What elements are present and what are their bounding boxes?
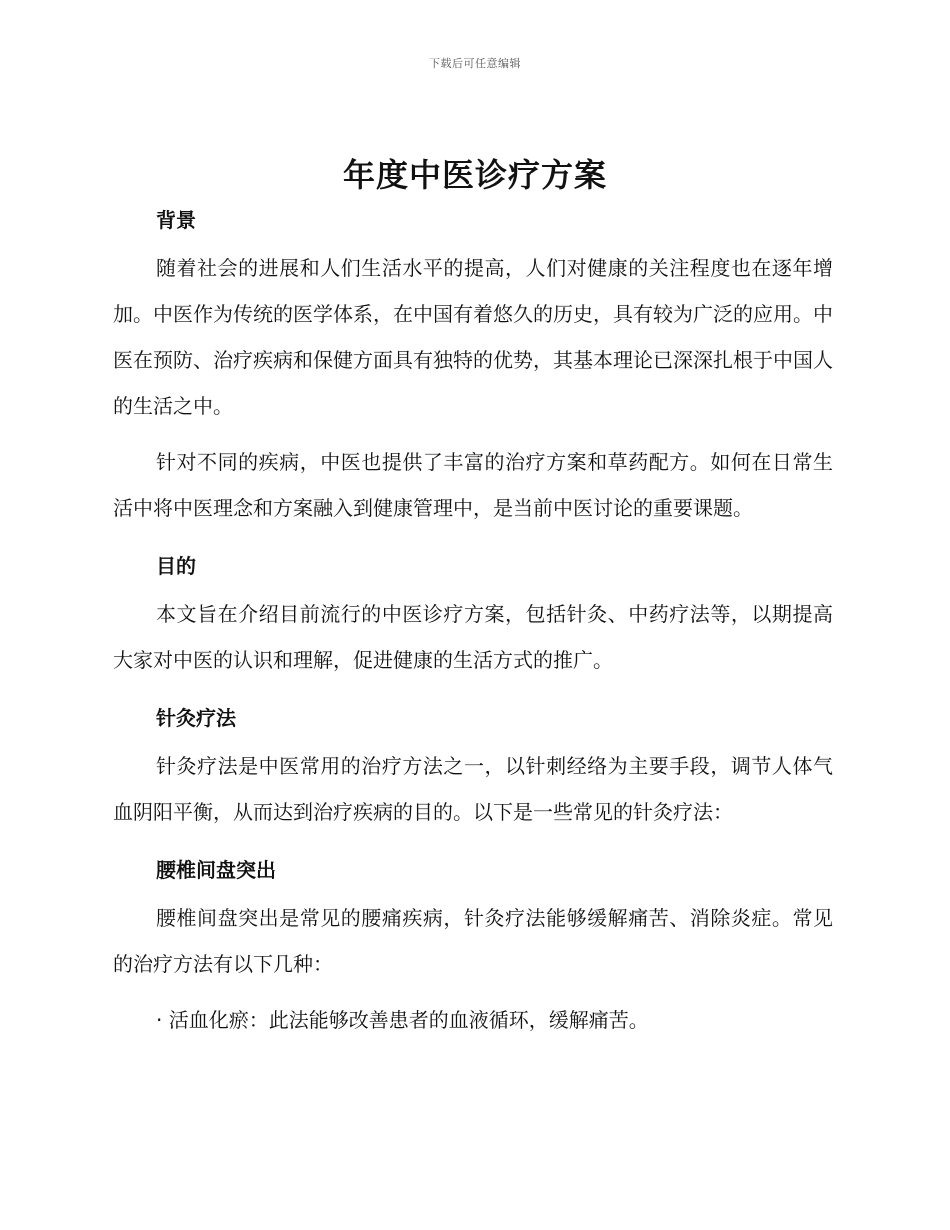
paragraph: 随着社会的进展和人们生活水平的提高，人们对健康的关注程度也在逐年增加。中医作为传统的医学体系，在中国有着悠久的历史，具有较为广泛的应用。中医在预防、治疗疾病和保健方面具有独特的优势，其基本理论已深深扎根于中国人的生活之中。 <box>113 256 833 418</box>
section-heading-background: 背景 <box>156 208 196 232</box>
document-title: 年度中医诊疗方案 <box>342 156 607 194</box>
header-note: 下载后可任意编辑 <box>429 57 521 70</box>
list-item: · 活血化瘀：此法能够改善患者的血液循环，缓解痛苦。 <box>156 1008 649 1032</box>
section-heading-lumbar-disc: 腰椎间盘突出 <box>156 858 276 882</box>
paragraph: 针灸疗法是中医常用的治疗方法之一，以针刺经络为主要手段，调节人体气血阴阳平衡，从而达到治疗疾病的目的。以下是一些常见的针灸疗法： <box>113 754 833 824</box>
paragraph: 针对不同的疾病，中医也提供了丰富的治疗方案和草药配方。如何在日常生活中将中医理念和方案融入到健康管理中，是当前中医讨论的重要课题。 <box>113 450 833 520</box>
section-heading-purpose: 目的 <box>156 554 196 578</box>
section-heading-acupuncture: 针灸疗法 <box>156 706 236 730</box>
paragraph: 本文旨在介绍目前流行的中医诊疗方案，包括针灸、中药疗法等，以期提高大家对中医的认识和理解，促进健康的生活方式的推广。 <box>113 602 833 672</box>
document-body <box>113 205 833 1043</box>
paragraph: 腰椎间盘突出是常见的腰痛疾病，针灸疗法能够缓解痛苦、消除炎症。常见的治疗方法有以下几种： <box>113 906 833 976</box>
